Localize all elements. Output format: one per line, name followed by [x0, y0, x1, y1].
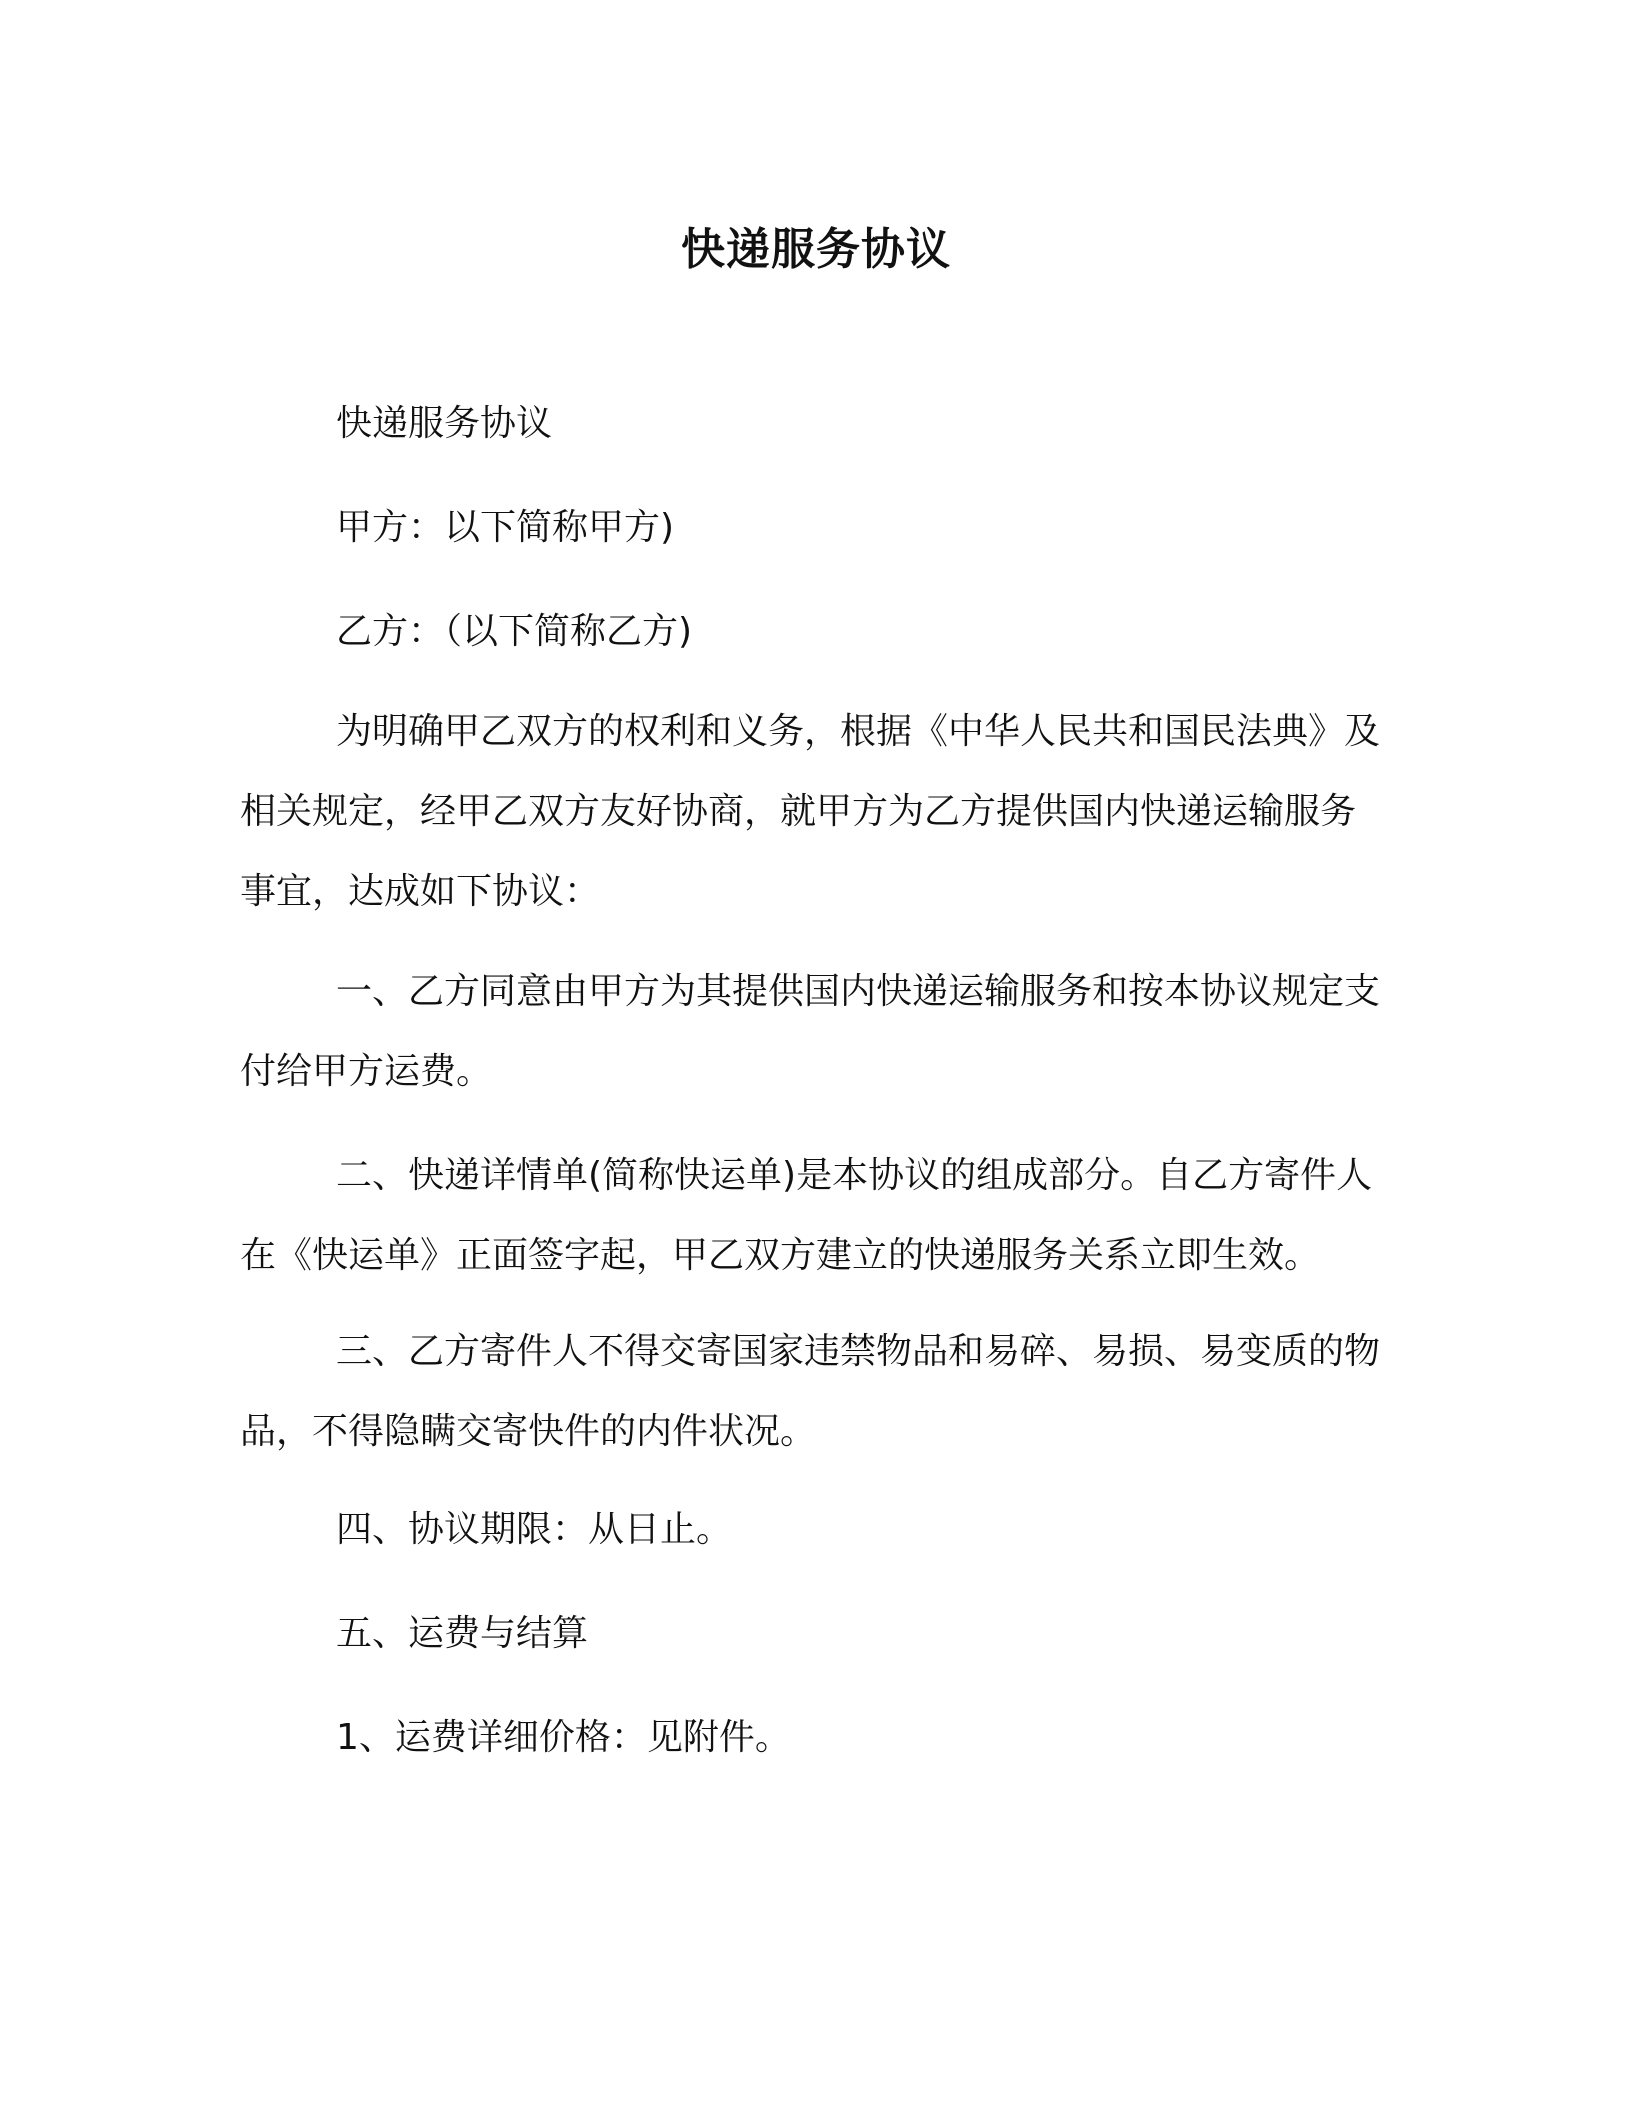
- paragraph-clause-1: 一、乙方同意由甲方为其提供国内快递运输服务和按本协议规定支付给甲方运费。: [240, 971, 1381, 1092]
- paragraph-party-b: 乙方：（以下简称乙方): [336, 611, 693, 652]
- paragraph-party-a: 甲方：以下简称甲方): [336, 507, 675, 548]
- paragraph-clause-2: 二、快递详情单(简称快运单)是本协议的组成部分。自乙方寄件人在《快运单》正面签字起，甲乙双方建立的快递服务关系立即生效。: [240, 1155, 1373, 1276]
- paragraph-clause-5-1: 1、运费详细价格：见附件。: [336, 1717, 791, 1758]
- paragraph-clause-5: 五、运费与结算: [336, 1613, 589, 1654]
- paragraph-heading: 快递服务协议: [336, 403, 553, 444]
- paragraph-clause-3: 三、乙方寄件人不得交寄国家违禁物品和易碎、易损、易变质的物品，不得隐瞒交寄快件的内件状况。: [240, 1331, 1381, 1452]
- paragraph-clause-4: 四、协议期限：从日止。: [336, 1509, 733, 1550]
- paragraph-preamble: 为明确甲乙双方的权利和义务，根据《中华人民共和国民法典》及相关规定，经甲乙双方友好协商，就甲方为乙方提供国内快递运输服务事宜，达成如下协议：: [240, 711, 1381, 912]
- document-title: 快递服务协议: [681, 224, 951, 275]
